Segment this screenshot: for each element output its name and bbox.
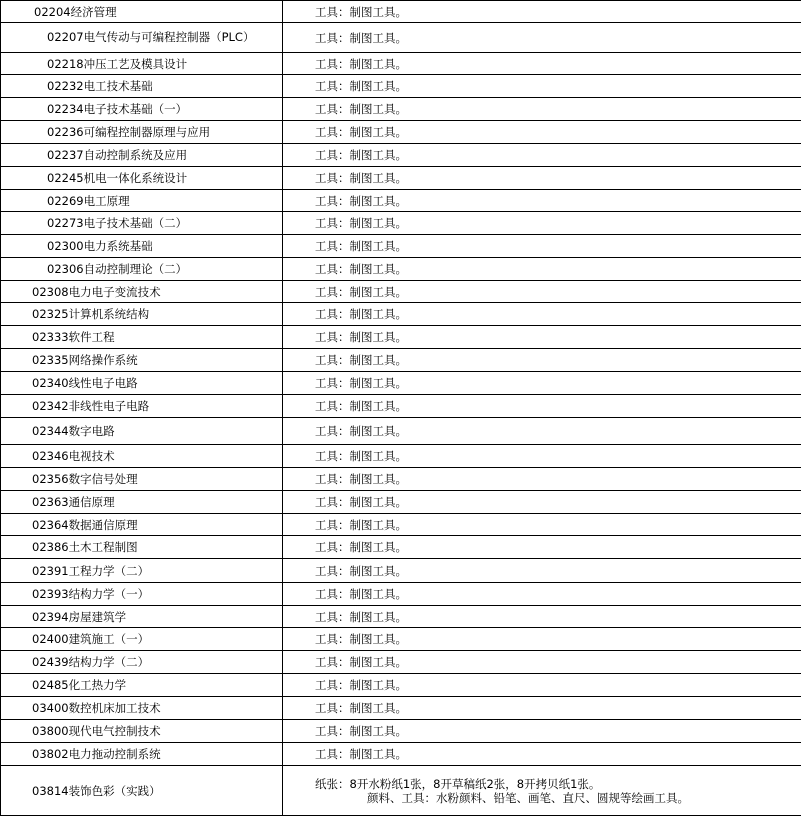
tools-cell: 工具：制图工具。 bbox=[283, 514, 801, 536]
subject-cell: 02236可编程控制器原理与应用 bbox=[1, 121, 283, 144]
subject-cell: 02344数字电路 bbox=[1, 418, 283, 445]
subject-cell: 02308电力电子变流技术 bbox=[1, 281, 283, 303]
subject-cell: 02335网络操作系统 bbox=[1, 349, 283, 372]
subject-cell: 02346电视技术 bbox=[1, 445, 283, 468]
table-row bbox=[1, 583, 801, 606]
table-row bbox=[1, 418, 801, 445]
tools-cell: 工具：制图工具。 bbox=[283, 190, 801, 212]
table-row bbox=[1, 674, 801, 697]
tools-cell: 工具：制图工具。 bbox=[283, 235, 801, 258]
tools-cell: 工具：制图工具。 bbox=[283, 491, 801, 514]
table-row bbox=[1, 628, 801, 651]
subject-cell: 02340线性电子电路 bbox=[1, 372, 283, 395]
subject-cell: 02204经济管理 bbox=[1, 1, 283, 23]
subject-cell: 03800现代电气控制技术 bbox=[1, 720, 283, 743]
tools-line-paper: 纸张：8开水粉纸1张，8开草稿纸2张，8开拷贝纸1张。 bbox=[315, 776, 601, 791]
tools-cell: 工具：制图工具。 bbox=[283, 303, 801, 326]
table-row bbox=[1, 326, 801, 349]
subject-cell: 02245机电一体化系统设计 bbox=[1, 167, 283, 190]
table-row bbox=[1, 697, 801, 720]
table-row bbox=[1, 395, 801, 418]
subject-cell: 02273电子技术基础（二） bbox=[1, 212, 283, 235]
tools-cell: 工具：制图工具。 bbox=[283, 121, 801, 144]
tools-cell: 工具：制图工具。 bbox=[283, 23, 801, 53]
table-row bbox=[1, 372, 801, 395]
table-row bbox=[1, 258, 801, 281]
subject-cell: 03814装饰色彩（实践） bbox=[1, 766, 283, 816]
tools-cell: 工具：制图工具。 bbox=[283, 628, 801, 651]
tools-cell: 工具：制图工具。 bbox=[283, 743, 801, 766]
tools-cell: 工具：制图工具。 bbox=[283, 144, 801, 167]
table-row bbox=[1, 23, 801, 53]
table-row bbox=[1, 190, 801, 212]
subject-cell: 02234电子技术基础（一） bbox=[1, 98, 283, 121]
subject-cell: 02485化工热力学 bbox=[1, 674, 283, 697]
tools-cell: 工具：制图工具。 bbox=[283, 651, 801, 674]
table-row bbox=[1, 281, 801, 303]
tools-cell: 工具：制图工具。 bbox=[283, 349, 801, 372]
tools-cell: 工具：制图工具。 bbox=[283, 418, 801, 445]
subject-cell: 02333软件工程 bbox=[1, 326, 283, 349]
tools-cell: 工具：制图工具。 bbox=[283, 212, 801, 235]
table-row bbox=[1, 212, 801, 235]
subject-cell: 02394房屋建筑学 bbox=[1, 606, 283, 628]
subject-cell: 02269电工原理 bbox=[1, 190, 283, 212]
table-row bbox=[1, 98, 801, 121]
tools-cell: 工具：制图工具。 bbox=[283, 372, 801, 395]
subject-cell: 02393结构力学（一） bbox=[1, 583, 283, 606]
table-row bbox=[1, 514, 801, 536]
tools-cell: 工具：制图工具。 bbox=[283, 697, 801, 720]
subject-cell: 02325计算机系统结构 bbox=[1, 303, 283, 326]
table-row bbox=[1, 53, 801, 75]
table-row bbox=[1, 235, 801, 258]
tools-cell: 工具：制图工具。 bbox=[283, 720, 801, 743]
tools-line-paints: 颜料、工具：水粉颜料、铅笔、画笔、直尺、圆规等绘画工具。 bbox=[367, 790, 689, 805]
tools-cell: 工具：制图工具。 bbox=[283, 559, 801, 583]
subject-cell: 02342非线性电子电路 bbox=[1, 395, 283, 418]
subject-cell: 02300电力系统基础 bbox=[1, 235, 283, 258]
tools-cell: 工具：制图工具。 bbox=[283, 674, 801, 697]
subject-cell: 02356数字信号处理 bbox=[1, 468, 283, 491]
table-row bbox=[1, 75, 801, 98]
subject-cell: 02391工程力学（二） bbox=[1, 559, 283, 583]
tools-cell: 工具：制图工具。 bbox=[283, 326, 801, 349]
table-row bbox=[1, 766, 801, 816]
table-row bbox=[1, 303, 801, 326]
table-row bbox=[1, 536, 801, 559]
tools-cell: 工具：制图工具。 bbox=[283, 445, 801, 468]
tools-cell: 工具：制图工具。 bbox=[283, 281, 801, 303]
tools-cell: 工具：制图工具。 bbox=[283, 583, 801, 606]
subject-cell: 03400数控机床加工技术 bbox=[1, 697, 283, 720]
table-row bbox=[1, 349, 801, 372]
tools-cell: 工具：制图工具。 bbox=[283, 468, 801, 491]
tools-cell: 工具：制图工具。 bbox=[283, 98, 801, 121]
tools-cell: 工具：制图工具。 bbox=[283, 75, 801, 98]
subject-cell: 03802电力拖动控制系统 bbox=[1, 743, 283, 766]
subject-cell: 02207电气传动与可编程控制器（PLC） bbox=[1, 23, 283, 53]
subject-cell: 02218冲压工艺及模具设计 bbox=[1, 53, 283, 75]
table-row bbox=[1, 445, 801, 468]
table-row bbox=[1, 144, 801, 167]
tools-cell: 工具：制图工具。 bbox=[283, 1, 801, 23]
subject-cell: 02400建筑施工（一） bbox=[1, 628, 283, 651]
table-row bbox=[1, 167, 801, 190]
table-row bbox=[1, 720, 801, 743]
table-row bbox=[1, 559, 801, 583]
subject-cell: 02439结构力学（二） bbox=[1, 651, 283, 674]
tools-cell: 工具：制图工具。 bbox=[283, 167, 801, 190]
subject-cell: 02363通信原理 bbox=[1, 491, 283, 514]
subject-cell: 02386土木工程制图 bbox=[1, 536, 283, 559]
table-row bbox=[1, 743, 801, 766]
table-row bbox=[1, 491, 801, 514]
tools-cell: 工具：制图工具。 bbox=[283, 258, 801, 281]
tools-cell: 工具：制图工具。 bbox=[283, 53, 801, 75]
table-row bbox=[1, 468, 801, 491]
tools-cell: 工具：制图工具。 bbox=[283, 395, 801, 418]
table-row bbox=[1, 121, 801, 144]
subject-cell: 02232电工技术基础 bbox=[1, 75, 283, 98]
tools-cell: 工具：制图工具。 bbox=[283, 536, 801, 559]
subject-cell: 02237自动控制系统及应用 bbox=[1, 144, 283, 167]
table-row bbox=[1, 1, 801, 23]
table-row bbox=[1, 606, 801, 628]
subject-cell: 02364数据通信原理 bbox=[1, 514, 283, 536]
table-row bbox=[1, 651, 801, 674]
tools-cell bbox=[283, 766, 801, 816]
subject-cell: 02306自动控制理论（二） bbox=[1, 258, 283, 281]
tools-cell: 工具：制图工具。 bbox=[283, 606, 801, 628]
